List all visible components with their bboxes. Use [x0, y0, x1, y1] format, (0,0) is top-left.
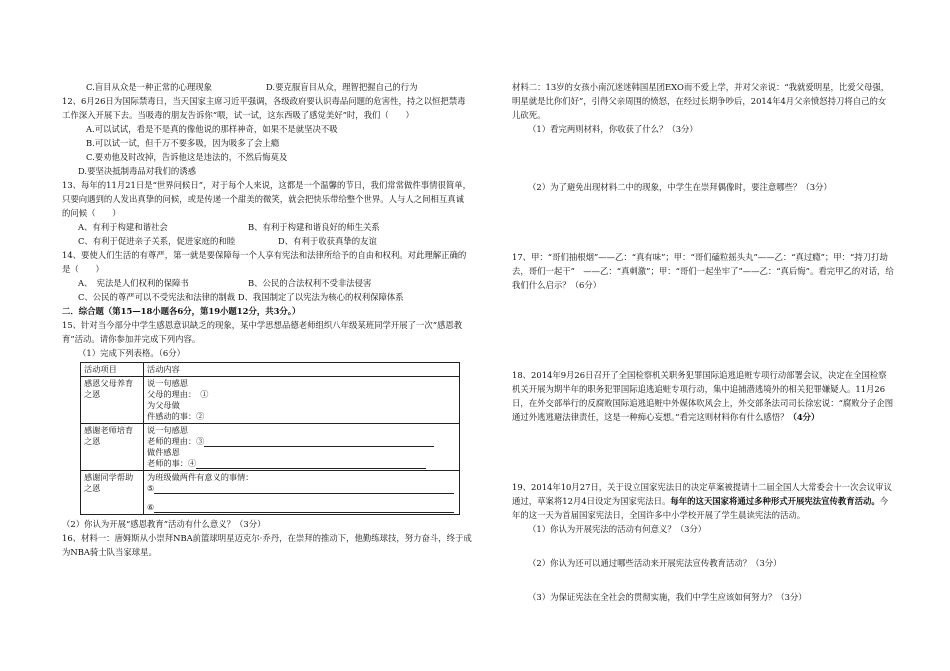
- q13-options-ab: [62, 220, 472, 234]
- q19-sub3: （3）为保证宪法在全社会的贯彻实施，我们中学生应该如何努力？（3分）: [528, 592, 807, 602]
- row-parents-line-2: 父母的理由： ①: [147, 389, 209, 399]
- table-row: [81, 424, 460, 471]
- q19-emphasis: 每年的这天国家将通过多种形式开展宪法宣传教育活动。: [670, 496, 880, 506]
- left-column: [62, 80, 472, 559]
- q11-option-d: D.要克服盲目从众，理智把握自己的行为: [266, 82, 418, 92]
- answer-blank[interactable]: [204, 437, 434, 447]
- q19-text: 19、2014年10月27日，关于设立国家宪法日的决定草案被提请十二届全国人大常委会十一次会议审议通过，草案将12月4日设定为国家宪法日。每年的这天国家将通过多种形式开展宪法宣传教育活动。今年的这一天为首届国家宪法日，全国许多中小学校开展了学生晨读宪法的活动。: [512, 482, 892, 520]
- q14-option-b: B、公民的合法权利不受非法侵害: [248, 278, 372, 288]
- row-teachers-line-1: 说一句感恩: [147, 425, 188, 435]
- q13-options-cd: [62, 234, 472, 248]
- q13-option-d: D、有利于收获真挚的友谊: [278, 236, 377, 246]
- table-row: [81, 377, 460, 424]
- q19-sub2: （2）你认为还可以通过哪些活动来开展宪法宣传教育活动？（3分）: [528, 558, 782, 568]
- q14-option-a: A、 宪法是人们权利的保障书: [78, 278, 189, 288]
- q15-sub2: （2）你认为开展“感恩教育”活动有什么意义？（3分）: [62, 519, 266, 529]
- right-column: [512, 80, 894, 604]
- row-classmates-line-2: ⑤: [147, 483, 456, 494]
- row-teachers-line-2: 老师的理由：③: [147, 436, 456, 447]
- q12-stem: 12、6月26日为国际禁毒日，当天国家主席习近平强调，各级政府要认识毒品问题的危害性，持之以恒把禁毒工作深入开展下去。当吸毒的朋友告诉你“喂，试一试，这东西吸了感觉美好”时，我们（ ）: [62, 96, 466, 120]
- answer-blank[interactable]: [154, 503, 454, 513]
- q12-option-a: A.可以试试，看是不是真的像他说的那样神奇，如果不是就坚决不吸: [86, 124, 338, 134]
- q12-option-d: D.要坚决抵制毒品对我们的诱惑: [78, 166, 196, 176]
- row-teachers-content: [144, 424, 460, 471]
- answer-blank[interactable]: [196, 459, 426, 469]
- table-header-content: 活动内容: [144, 363, 460, 377]
- q16-sub2: （2）为了避免出现材料二中的现象，中学生在崇拜偶像时，要注意哪些？（3分）: [528, 182, 832, 192]
- row-parents-line-1: 说一句感恩: [147, 378, 188, 388]
- q16-material-2: 材料二：13岁的女孩小南沉迷迷韩国星团EXO而不爱上学，并对父亲说：“我就爱明星，比爱父母强，明星就是比你们好”，引得父亲周围的愤怒，在经过长期争吵后，2014年4月父亲愤怒持刀将自己的女儿砍死。: [512, 82, 890, 120]
- table-header-item: 活动项目: [81, 363, 144, 377]
- q15-stem: 15、针对当今部分中学生感恩意识缺乏的现象，某中学思想品德老师组织八年级某班同学开展了一次“感恩教育”活动。请你参加并完成下列内容。: [62, 320, 463, 344]
- row-parents-label: 感恩父母养育之恩: [81, 377, 144, 424]
- row-classmates-label: 感谢同学帮助之恩: [81, 471, 144, 515]
- row-teachers-line-3: 做件感恩: [147, 447, 180, 457]
- row-parents-content: [144, 377, 460, 424]
- q14-options-cd: C、公民的尊严可以不受宪法和法律的制裁 D、我国制定了以宪法为核心的权利保障体系: [78, 292, 404, 302]
- answer-blank[interactable]: [154, 484, 454, 494]
- table-header-row: [81, 363, 460, 377]
- q19-sub1: （1）你认为开展宪法的活动有何意义？（3分）: [528, 524, 707, 534]
- table-row: [81, 471, 460, 515]
- q13-option-b: B、有利于构建和谐良好的师生关系: [248, 222, 380, 232]
- q15-sub1: （1）完成下列表格。（6分）: [78, 348, 185, 358]
- q14-stem: 14、要使人们生活的有尊严，第一就是要保障每一个人享有宪法和法律所给予的自由和权利。对此理解正确的是（ ）: [62, 250, 467, 274]
- row-classmates-line-3: ⑥: [147, 502, 456, 513]
- row-parents-line-4: 件感动的事：②: [147, 411, 205, 421]
- q18-score: （4分）: [788, 412, 820, 422]
- row-classmates-line-1: 为班级做两件有意义的事情：: [147, 472, 254, 482]
- q17-text: 17、甲：“哥们抽根烟”——乙：“真有味”；甲：“哥们磕粒摇头丸”——乙：“真过瘾”；甲：“持刀打劫去，哥们一起干” ——乙：“真刺激”；甲：“哥们一起坐牢了”——乙：“真后悔”。看完甲乙的对话，给我们什么启示？（6分）: [512, 252, 894, 290]
- activity-table: [80, 362, 460, 515]
- row-classmates-content: [144, 471, 460, 515]
- q12-option-c: C.要劝他及时改掉，告诉他这是违法的，不然后悔莫及: [86, 152, 288, 162]
- q16-sub1: （1）看完两则材料，你收获了什么？（3分）: [528, 124, 698, 134]
- row-parents-line-3: 为父母做: [147, 400, 180, 410]
- q13-option-a: A、有利于构建和谐社会: [78, 222, 168, 232]
- q12-option-b: B.可以试一试，但千万不要多吸，因为吸多了会上瘾: [86, 138, 280, 148]
- row-teachers-label: 感谢老师培育之恩: [81, 424, 144, 471]
- q16-material-1: 16、材料一：唐姆斯从小崇拜NBA前篮球明星迈克尔·乔丹，在崇拜的推动下，他勤练球技，努力奋斗，终于成为NBA骑士队当家球星。: [62, 533, 472, 557]
- q11-option-c: C.盲目从众是一种正常的心理现象: [86, 82, 213, 92]
- q13-option-c: C、有利于促进亲子关系，促进家庭的和睦: [78, 236, 236, 246]
- q18-text: 18、2014年9月26日召开了全国检察机关职务犯罪国际追逃追赃专项行动部署会议，决定在全国检察机关开展为期半年的职务犯罪国际追逃追赃专项行动，集中追捕潜逃境外的相关犯罪嫌疑人。11月26日，在外交部举行的反腐败国际追逃追赃中外媒体吹风会上，外交部条法司司长徐宏说：“腐败分子企图通过外逃逃避法律责任，这是一种痴心妄想。”看完这则材料你有什么感悟？（4分）: [512, 370, 894, 422]
- q13-stem: 13、每年的11月21日是“世界问候日”，对于每个人来说，这都是一个温馨的节日，我们常常做件事情很简单，只要向遇到的人发出真挚的问候，或是传递一个甜美的微笑，就会把快乐带给整个世界。人与人之间相互真诚的问候（ ）: [62, 180, 472, 218]
- q11-options-cd: [62, 80, 472, 94]
- row-teachers-line-4: 老师的事：④: [147, 458, 456, 469]
- section-2-heading: 二．综合题（第15—18小题各6分，第19小题12分，共3分。）: [62, 306, 301, 316]
- q14-options-ab: [62, 276, 472, 290]
